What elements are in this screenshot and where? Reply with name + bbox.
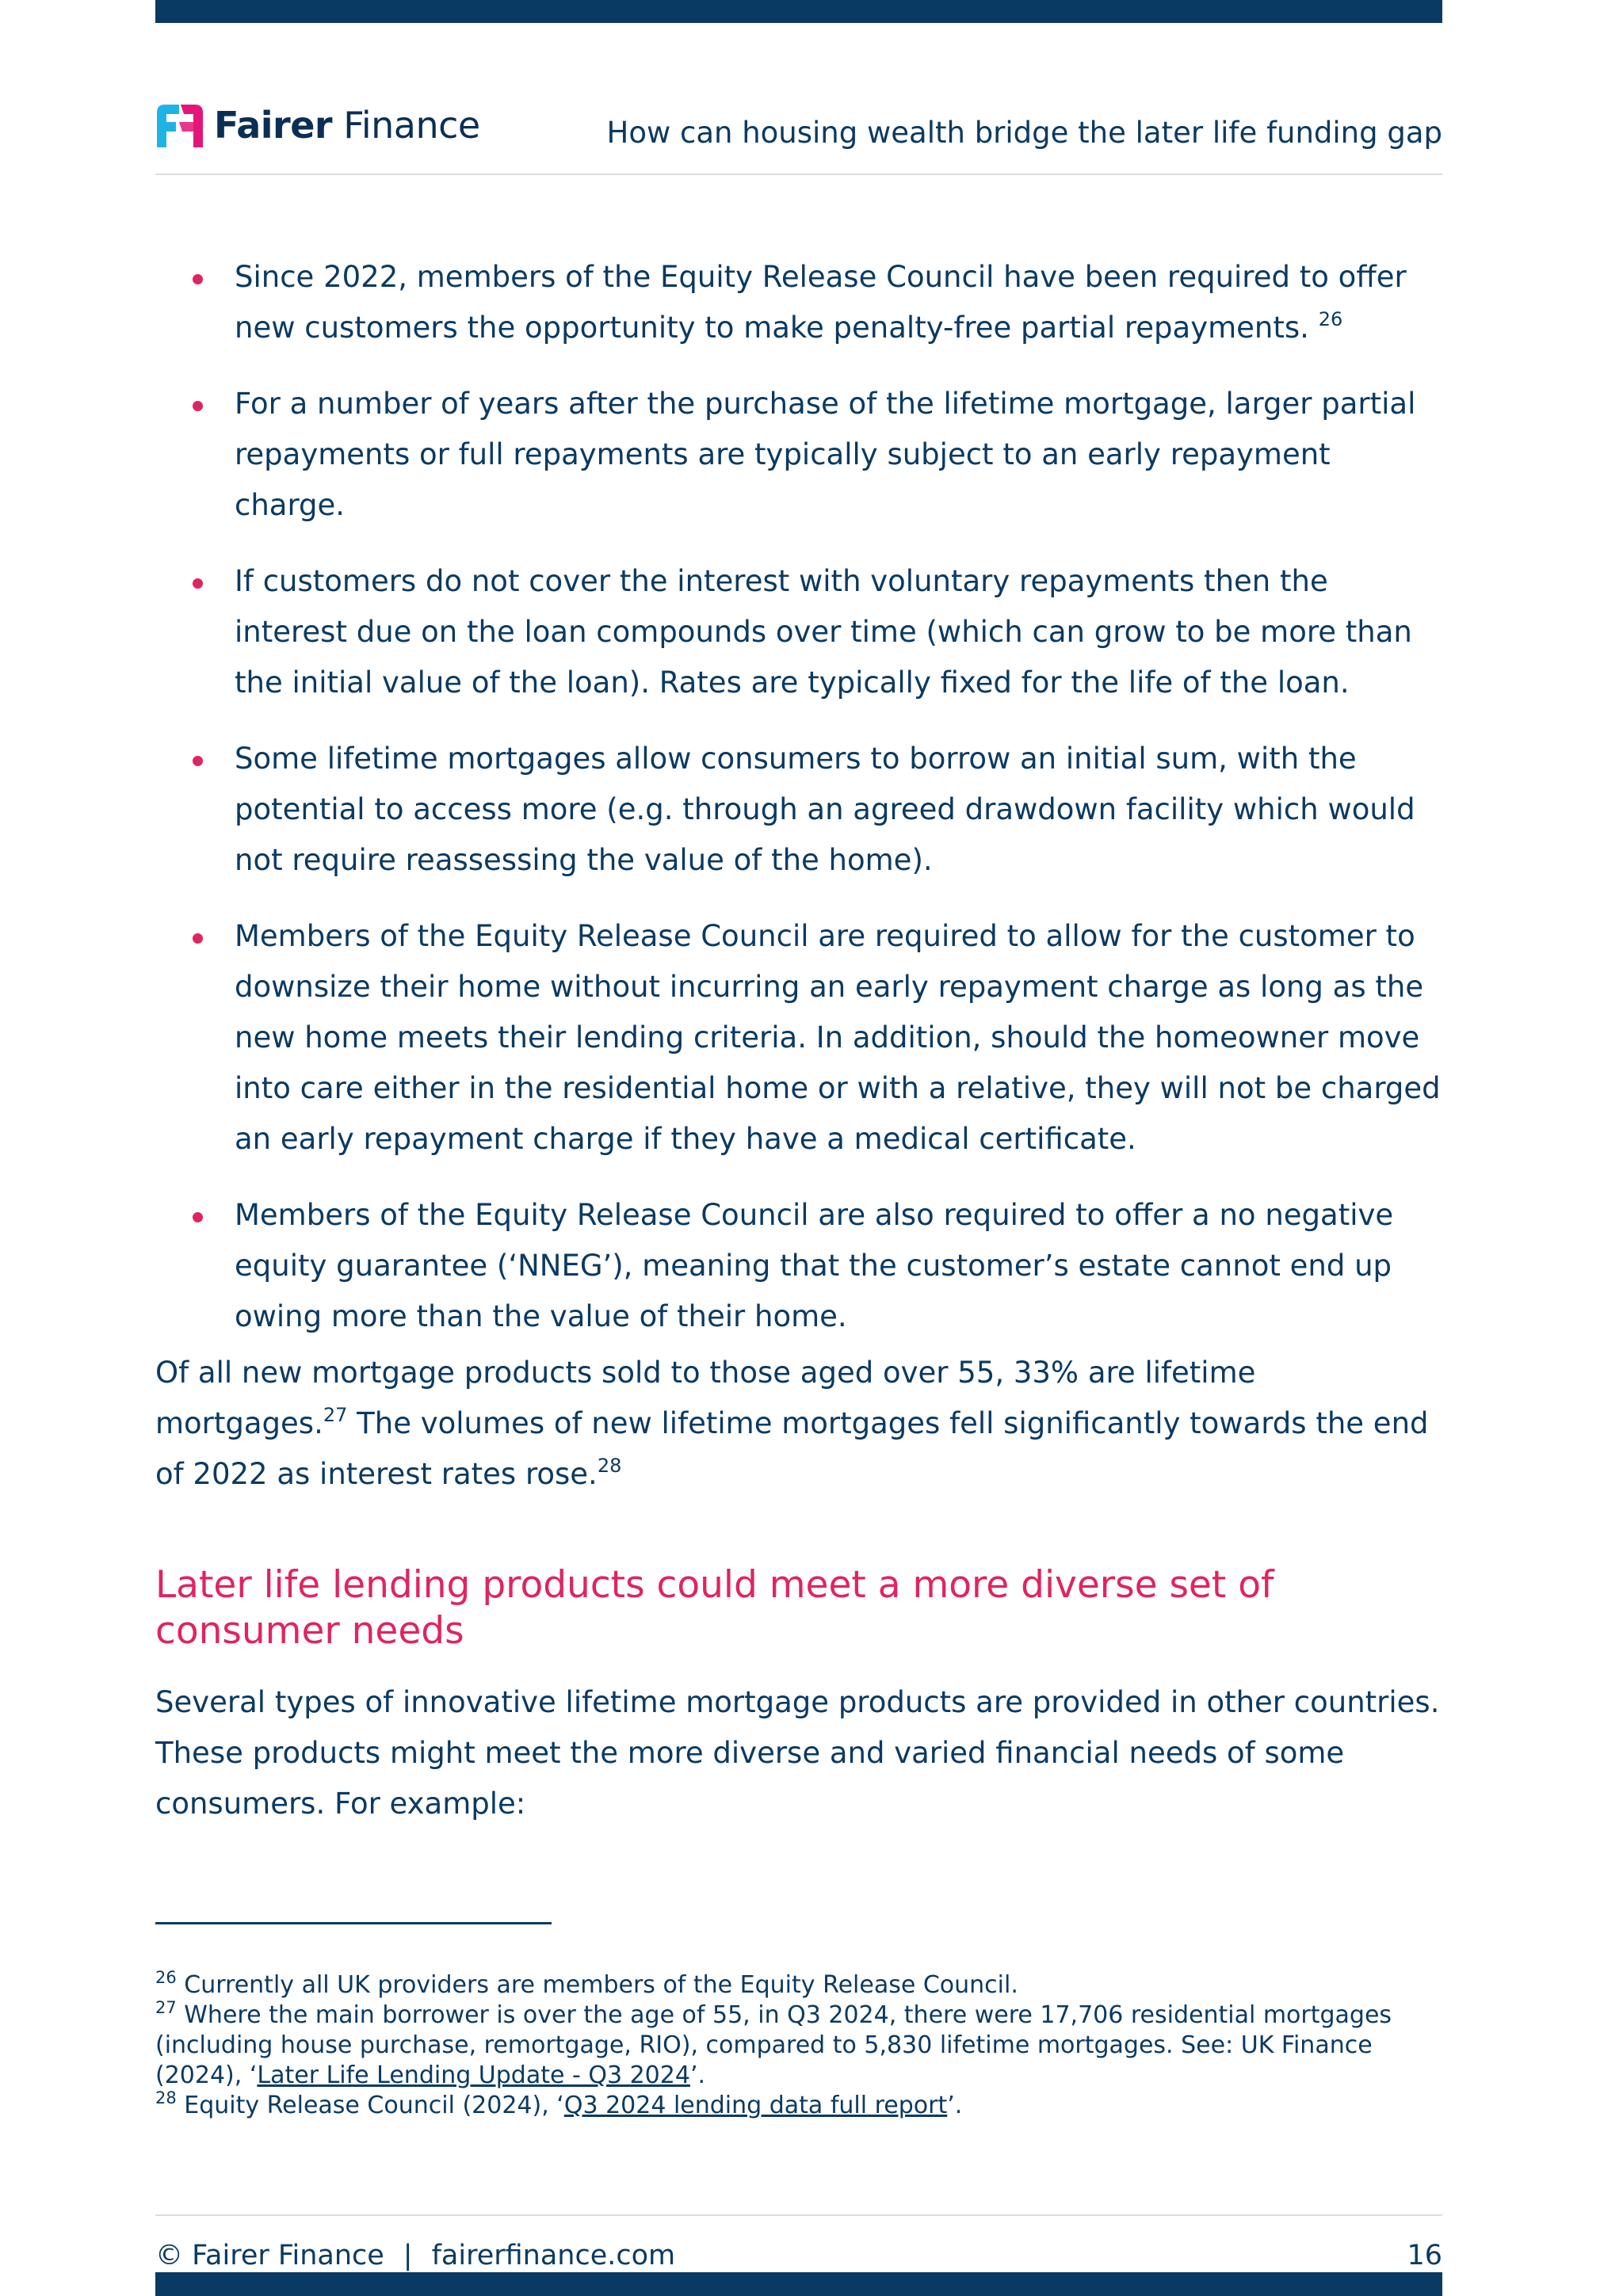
footnote-text: Where the main borrower is over the age of 55, in Q3 2024, there were 17,706 residential mortgages (including house purchase, remortgage, RIO), compared to 5,830 lifetime mortgages. See: UK Finance (2024), ‘ <box>155 2001 1392 2089</box>
footnote-divider <box>155 1922 552 1924</box>
bullet-item <box>155 1190 1444 1342</box>
bullet-text: Since 2022, members of the Equity Release Council have been required to offer new customers the opportunity to make penalty-free partial repayments. <box>235 260 1407 345</box>
header-divider <box>155 174 1442 175</box>
lifetime-mortgage-paragraph <box>155 1348 1444 1500</box>
footnote-number: 26 <box>155 1968 177 1987</box>
footer-credits <box>155 2240 675 2271</box>
page-number: 16 <box>1407 2240 1442 2271</box>
bullet-text: Members of the Equity Release Council are also required to offer a no negative equity guarantee (‘NNEG’), meaning that the customer’s estate cannot end up owing more than the value of their home. <box>235 1198 1394 1333</box>
fairer-finance-logo-icon <box>155 101 204 149</box>
lending-data-report-link[interactable]: Q3 2024 lending data full report <box>563 2092 948 2119</box>
footnote-text: Currently all UK providers are members of the Equity Release Council. <box>176 1971 1018 1999</box>
footnote-number: 28 <box>155 2088 177 2107</box>
bullet-item <box>155 734 1444 886</box>
copyright-text: © Fairer Finance <box>155 2240 384 2271</box>
footnote-text-end: ’. <box>947 2092 963 2119</box>
bullet-item <box>155 379 1444 531</box>
website-link[interactable]: fairerfinance.com <box>431 2240 676 2271</box>
footnote-27 <box>155 2000 1444 2091</box>
paragraph-text: Of all new mortgage products sold to those aged over 55, 33% are lifetime mortgages. <box>155 1356 1256 1440</box>
feature-bullet-list <box>155 252 1444 1342</box>
bottom-bar <box>155 2272 1442 2296</box>
bullet-text: For a number of years after the purchase of the lifetime mortgage, larger partial repayments or full repayments are typically subject to an early repayment charge. <box>235 387 1416 522</box>
footnote-26 <box>155 1970 1444 2000</box>
footnotes <box>155 1970 1444 2121</box>
bullet-item <box>155 252 1444 353</box>
main-content <box>155 252 1444 1829</box>
footer-divider <box>155 2214 1442 2216</box>
innovative-products-paragraph: Several types of innovative lifetime mortgage products are provided in other countries. These products might meet the more diverse and varied financial needs of some consumers. For example: <box>155 1685 1440 1821</box>
bullet-item <box>155 911 1444 1165</box>
footnote-28 <box>155 2088 1444 2121</box>
bullet-text: Some lifetime mortgages allow consumers to borrow an initial sum, with the potential to access more (e.g. through an agreed drawdown facility which would not require reassessing the value of the home). <box>235 742 1415 877</box>
logo-wordmark <box>214 104 480 147</box>
footer-separator: | <box>403 2240 413 2271</box>
bullet-item <box>155 556 1444 708</box>
footnote-ref-28[interactable]: 28 <box>597 1455 622 1477</box>
logo-word-finance: Finance <box>343 104 480 147</box>
logo-word-fairer: Fairer <box>214 104 333 147</box>
fairer-finance-logo <box>155 101 480 149</box>
later-life-lending-update-link[interactable]: Later Life Lending Update - Q3 2024 <box>257 2061 690 2089</box>
footnote-ref-26[interactable]: 26 <box>1318 308 1343 330</box>
document-title: How can housing wealth bridge the later life funding gap <box>606 116 1442 150</box>
paragraph-text: The volumes of new lifetime mortgages fell significantly towards the end of 2022 as interest rates rose. <box>155 1406 1429 1491</box>
top-bar <box>155 0 1442 23</box>
footnote-number: 27 <box>155 1998 177 2017</box>
section-heading: Later life lending products could meet a more diverse set of consumer needs <box>155 1563 1274 1653</box>
footnote-text-end: ’. <box>689 2061 706 2089</box>
footnote-text: Equity Release Council (2024), ‘ <box>176 2092 564 2119</box>
bullet-text: If customers do not cover the interest with voluntary repayments then the interest due on the loan compounds over time (which can grow to be more than the initial value of the loan). Rates are typically fixed for the life of the loan. <box>235 564 1412 700</box>
bullet-text: Members of the Equity Release Council are required to allow for the customer to downsize their home without incurring an early repayment charge as long as the new home meets their lending criteria. In addition, should the homeowner move into care either in the residential home or with a relative, they will not be charged an early repayment charge if they have a medical certificate. <box>235 919 1441 1156</box>
footnote-ref-27[interactable]: 27 <box>323 1404 348 1426</box>
